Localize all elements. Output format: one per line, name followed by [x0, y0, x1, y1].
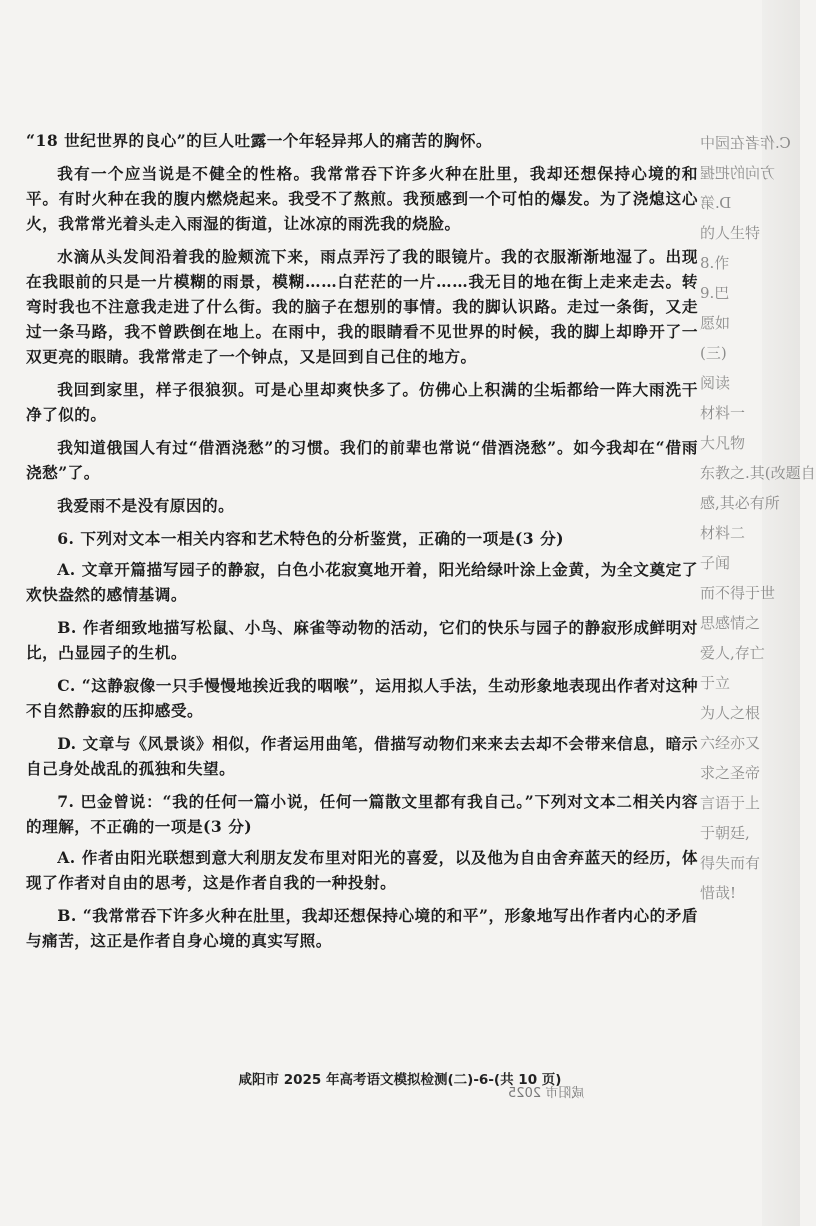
footer-bleed-through: 咸阳市 2025	[508, 1086, 585, 1101]
bleed-through-line: 8.作	[700, 254, 730, 272]
bleed-through-line: 方向的把握	[700, 164, 776, 182]
passage-paragraph: 我爱雨不是没有原因的。	[57, 496, 235, 515]
question-6-option-b: B. 作者细致地描写松鼠、小鸟、麻雀等动物的活动，它们的快乐与园子的静寂形成鲜明对比，凸显园子的生机。	[26, 618, 698, 662]
question-7-option-a: A. 作者由阳光联想到意大利朋友发布里对阳光的喜爱，以及他为自由舍弃蓝天的经历，体现了作者对自由的思考，这是作者自我的一种投射。	[26, 848, 698, 892]
bleed-through-line: (三)	[700, 344, 727, 362]
bleed-through-line: 言语于上	[700, 794, 761, 812]
bleed-through-line: 9.巴	[700, 284, 730, 302]
bleed-through-line: 东教之.其(改题自	[700, 464, 816, 482]
bleed-through-line: 大凡物	[700, 434, 746, 452]
question-6-option-d: D. 文章与《风景谈》相似，作者运用曲笔，借描写动物们来来去去却不会带来信息，暗示自己身处战乱的孤独和失望。	[26, 734, 698, 778]
bleed-through-line: 材料一	[700, 404, 746, 422]
bleed-through-line: C.作者在园中	[700, 134, 791, 152]
bleed-through-line: 的人生特	[700, 224, 761, 242]
bleed-through-line: 子闻	[700, 554, 731, 572]
question-7-stem: 7. 巴金曾说：“我的任何一篇小说，任何一篇散文里都有我自己。”下列对文本二相关内容的理解，不正确的一项是(3 分)	[26, 792, 698, 836]
question-6-option-a: A. 文章开篇描写园子的静寂，白色小花寂寞地开着，阳光给绿叶涂上金黄，为全文奠定了欢快盎然的感情基调。	[26, 560, 698, 604]
passage-paragraph: 我回到家里，样子很狼狈。可是心里却爽快多了。仿佛心上积满的尘垢都给一阵大雨洗干净了似的。	[26, 380, 698, 424]
passage-paragraph: “18 世纪世界的良心”的巨人吐露一个年轻异邦人的痛苦的胸怀。	[26, 131, 493, 150]
bleed-through-line: 得失而有	[700, 854, 761, 872]
question-6-stem: 6. 下列对文本一相关内容和艺术特色的分析鉴赏，正确的一项是(3 分)	[57, 529, 565, 548]
bleed-through-line: 于立	[700, 674, 731, 692]
bleed-through-line: 六经亦又	[700, 734, 761, 752]
bleed-through-line: 感,其必有所	[700, 494, 780, 512]
bleed-through-line: 材料二	[700, 524, 746, 542]
bleed-through-line: 而不得于世	[700, 584, 776, 602]
bleed-through-line: D.第	[700, 194, 732, 212]
question-7-option-b: B. “我常常吞下许多火种在肚里，我却还想保持心境的和平”，形象地写出作者内心的矛盾与痛苦，这正是作者自身心境的真实写照。	[26, 906, 698, 950]
bleed-through-line: 爱人,存亡	[700, 644, 765, 662]
bleed-through-line: 为人之根	[700, 704, 761, 722]
question-6-option-c: C. “这静寂像一只手慢慢地挨近我的咽喉”，运用拟人手法，生动形象地表现出作者对这种不自然静寂的压抑感受。	[26, 676, 698, 720]
bleed-through-line: 愿如	[700, 314, 731, 332]
bleed-through-line: 于朝廷,	[700, 824, 750, 842]
page-footer: 咸阳市 2025 年高考语文模拟检测(二)-6-(共 10 页)	[238, 1072, 562, 1088]
bleed-through-line: 思感情之	[700, 614, 761, 632]
bleed-through-column	[700, 128, 816, 1078]
passage-paragraph: 我有一个应当说是不健全的性格。我常常吞下许多火种在肚里，我却还想保持心境的和平。有时火种在我的腹内燃烧起来。我受不了熬煎。我预感到一个可怕的爆发。为了浇熄这心火，我常常光着头走入雨湿的街道，让冰凉的雨洗我的烧脸。	[26, 164, 698, 233]
bleed-through-line: 惜哉!	[700, 884, 737, 902]
passage-paragraph: 我知道俄国人有过“借酒浇愁”的习惯。我们的前辈也常说“借酒浇愁”。如今我却在“借雨浇愁”了。	[26, 438, 698, 482]
bleed-through-line: 求之圣帝	[700, 764, 761, 782]
passage-text-2	[26, 128, 698, 961]
bleed-through-line: 阅读	[700, 374, 731, 392]
passage-paragraph: 水滴从头发间沿着我的脸颊流下来，雨点弄污了我的眼镜片。我的衣服渐渐地湿了。出现在我眼前的只是一片模糊的雨景，模糊……白茫茫的一片……我无目的地在街上走来走去。转弯时我也不注意我走进了什么街。我的脑子在想别的事情。我的脚认识路。走过一条街，又走过一条马路，我不曾跌倒在地上。在雨中，我的眼睛看不见世界的时候，我的脚上却睁开了一双更亮的眼睛。我常常走了一个钟点，又是回到自己住的地方。	[26, 247, 698, 366]
